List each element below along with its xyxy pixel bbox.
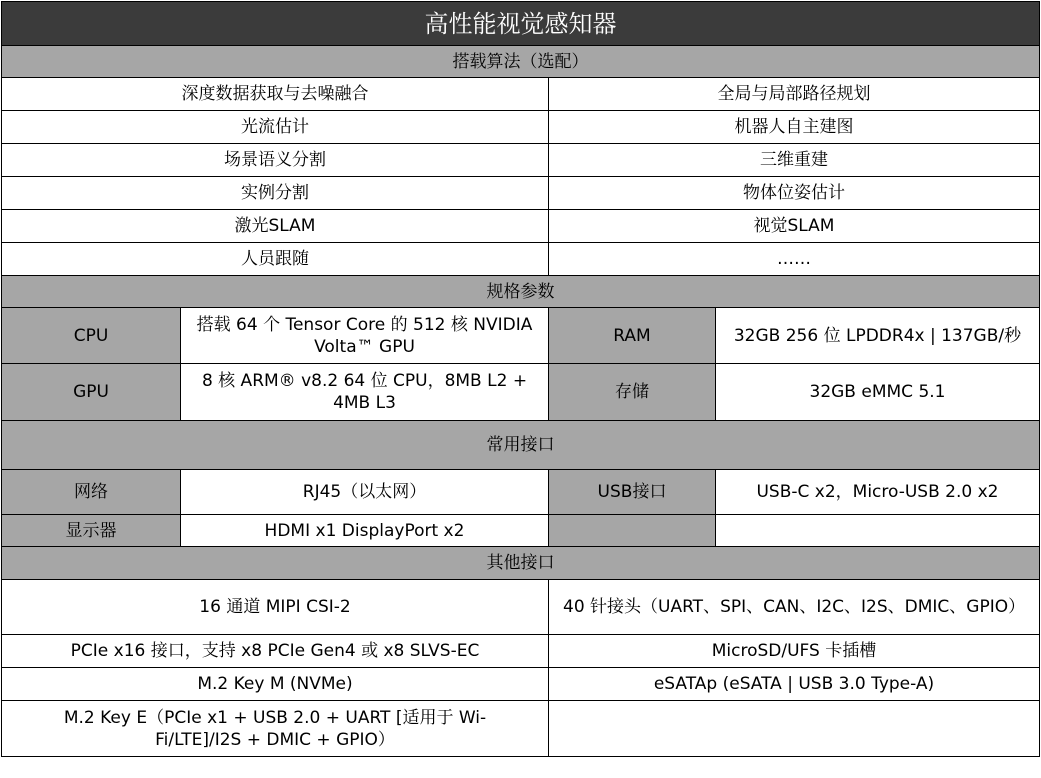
table-row (2, 210, 1040, 243)
spec-label: GPU (2, 364, 181, 421)
table-row (2, 243, 1040, 276)
algorithm-cell: 物体位姿估计 (549, 177, 1040, 210)
table-row (2, 701, 1040, 757)
algorithm-cell: 视觉SLAM (549, 210, 1040, 243)
table-row (2, 470, 1040, 515)
algorithms-heading: 搭载算法（选配） (2, 46, 1040, 78)
table-row (2, 111, 1040, 144)
spec-label: CPU (2, 308, 181, 364)
algorithm-cell: 三维重建 (549, 144, 1040, 177)
other-ports-heading: 其他接口 (2, 547, 1040, 580)
specs-heading: 规格参数 (2, 276, 1040, 308)
table-row (2, 668, 1040, 701)
algorithm-cell: 光流估计 (2, 111, 549, 144)
port-cell: 16 通道 MIPI CSI-2 (2, 580, 549, 635)
section-row (2, 276, 1040, 308)
port-cell: PCIe x16 接口，支持 x8 PCIe Gen4 或 x8 SLVS-EC (2, 635, 549, 668)
title-row (2, 2, 1040, 46)
spec-value: 32GB 256 位 LPDDR4x | 137GB/秒 (716, 308, 1040, 364)
table-row (2, 580, 1040, 635)
spec-table (1, 1, 1040, 757)
algorithm-cell: 场景语义分割 (2, 144, 549, 177)
port-value (716, 515, 1040, 547)
table-row (2, 515, 1040, 547)
table-row (2, 177, 1040, 210)
spec-value: 搭载 64 个 Tensor Core 的 512 核 NVIDIA Volta™ GPU (181, 308, 549, 364)
spec-label: 存储 (549, 364, 716, 421)
port-label: 网络 (2, 470, 181, 515)
port-cell: MicroSD/UFS 卡插槽 (549, 635, 1040, 668)
algorithm-cell: 深度数据获取与去噪融合 (2, 78, 549, 111)
algorithm-cell: 机器人自主建图 (549, 111, 1040, 144)
port-cell: eSATAp (eSATA | USB 3.0 Type-A) (549, 668, 1040, 701)
spec-label: RAM (549, 308, 716, 364)
algorithm-cell: 人员跟随 (2, 243, 549, 276)
table-row (2, 78, 1040, 111)
algorithm-cell: 激光SLAM (2, 210, 549, 243)
table-row (2, 364, 1040, 421)
common-ports-heading: 常用接口 (2, 421, 1040, 470)
port-cell: M.2 Key M (NVMe) (2, 668, 549, 701)
spec-value: 8 核 ARM® v8.2 64 位 CPU，8MB L2 + 4MB L3 (181, 364, 549, 421)
port-cell: 40 针接头（UART、SPI、CAN、I2C、I2S、DMIC、GPIO） (549, 580, 1040, 635)
port-value: HDMI x1 DisplayPort x2 (181, 515, 549, 547)
table-row (2, 308, 1040, 364)
section-row (2, 46, 1040, 78)
spec-value: 32GB eMMC 5.1 (716, 364, 1040, 421)
port-cell (549, 701, 1040, 757)
port-value: USB-C x2，Micro-USB 2.0 x2 (716, 470, 1040, 515)
port-label: USB接口 (549, 470, 716, 515)
section-row (2, 421, 1040, 470)
port-label: 显示器 (2, 515, 181, 547)
algorithm-cell: 全局与局部路径规划 (549, 78, 1040, 111)
table-row (2, 144, 1040, 177)
port-cell: M.2 Key E（PCIe x1 + USB 2.0 + UART [适用于 Wi-Fi/LTE]/I2S + DMIC + GPIO） (2, 701, 549, 757)
section-row (2, 547, 1040, 580)
page-title: 高性能视觉感知器 (2, 2, 1040, 46)
algorithm-cell: 实例分割 (2, 177, 549, 210)
port-value: RJ45（以太网） (181, 470, 549, 515)
port-label (549, 515, 716, 547)
algorithm-cell: …… (549, 243, 1040, 276)
table-row (2, 635, 1040, 668)
